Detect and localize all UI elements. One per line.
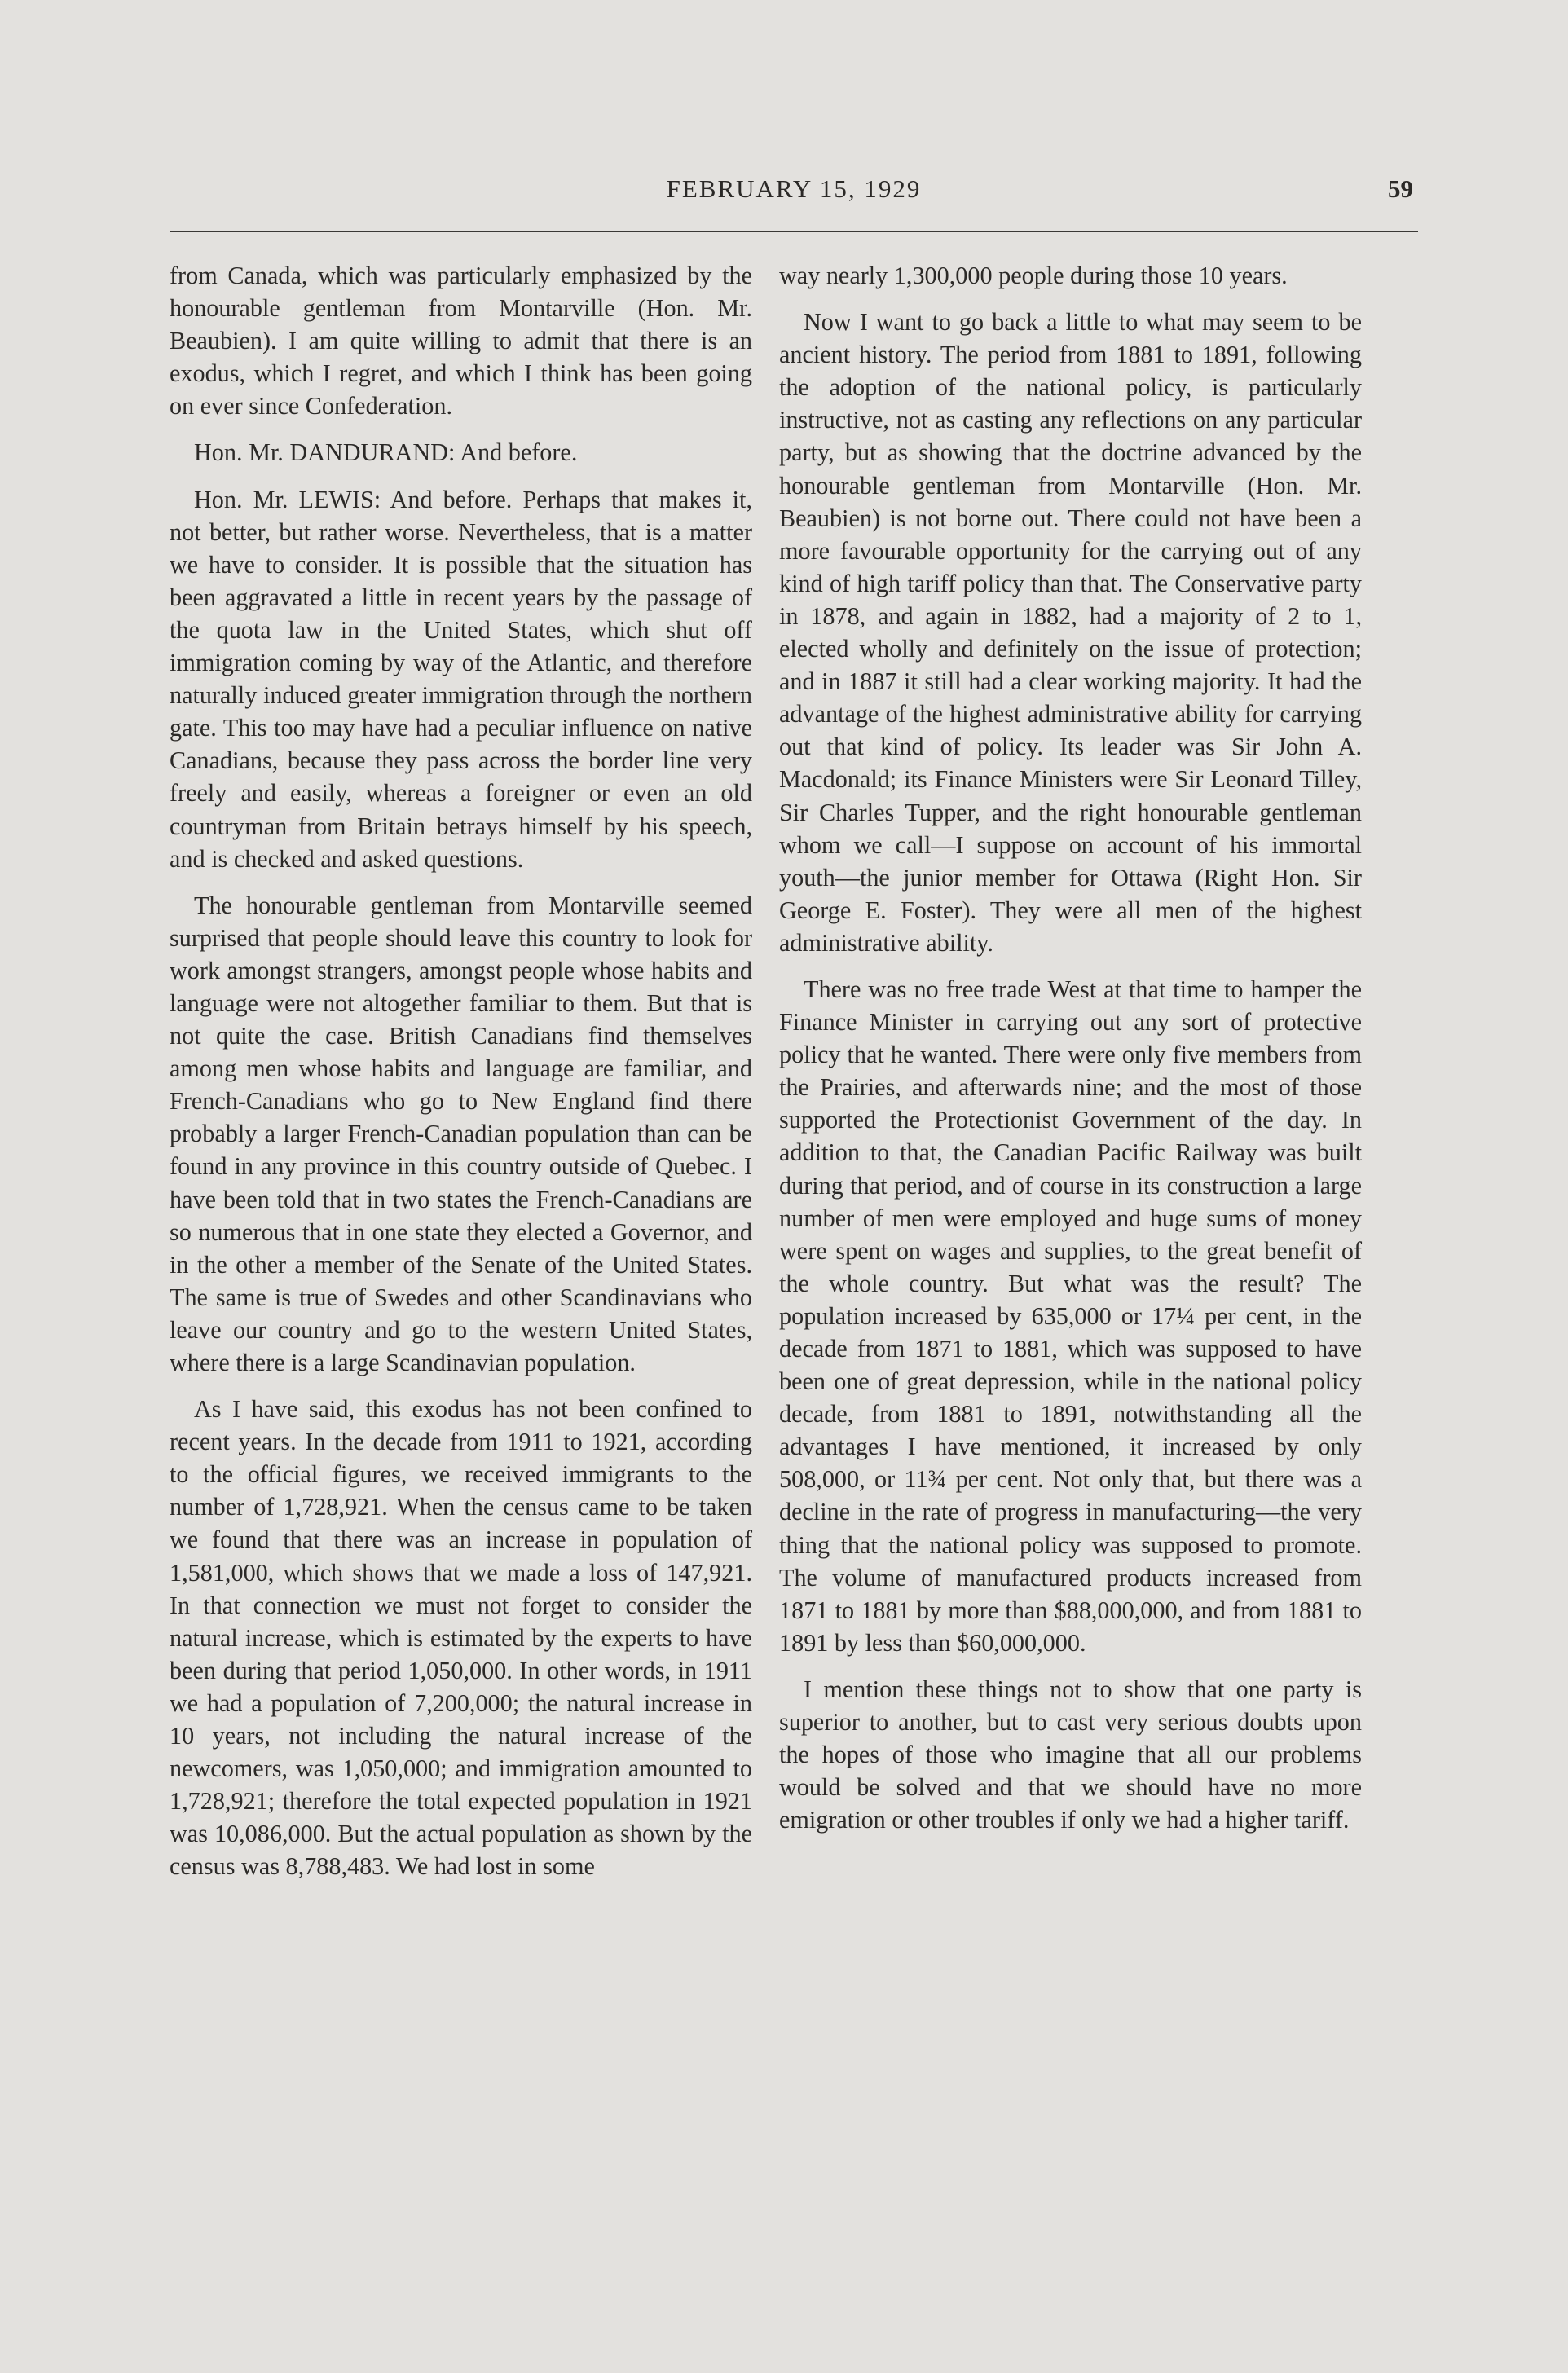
paragraph: Hon. Mr. LEWIS: And before. Perhaps that makes it, not better, but rather worse. Nevertheless, that is a matter we have to consider. It is possible that the situation has been aggravated a little in recent years by the passage of the quota law in the United States, which shut off immigration coming by way of the Atlantic, and therefore naturally induced greater immigration through the northern gate. This too may have had a peculiar influence on native Canadians, because they pass across the border line very freely and easily, whereas a foreigner or even an old countryman from Britain betrays himself by his speech, and is checked and asked questions. bbox=[170, 485, 752, 873]
paragraph: Hon. Mr. DANDURAND: And before. bbox=[194, 438, 578, 467]
paragraph: I mention these things not to show that one party is superior to another, but to cast very serious doubts upon the hopes of those who imagine that all our problems would be solved and that we should have no more emigration or other troubles if only we had a higher tariff. bbox=[779, 1675, 1362, 1834]
page-number: 59 bbox=[1388, 174, 1413, 203]
header-date: FEBRUARY 15, 1929 bbox=[666, 174, 922, 203]
left-column bbox=[170, 259, 752, 1897]
paragraph: way nearly 1,300,000 people during those 10 years. bbox=[779, 262, 1288, 289]
paragraph: As I have said, this exodus has not been confined to recent years. In the decade from 1911 to 1921, according to the official figures, we received immigrants to the number of 1,728,921. When the census came to be taken we found that there was an increase in population of 1,581,000, which shows that we made a loss of 147,921. In that connection we must not forget to consider the natural increase, which is estimated by the experts to have been during that period 1,050,000. In other words, in 1911 we had a population of 7,200,000; the natural increase in 10 years, not including the natural increase of the newcomers, was 1,050,000; and immigration amounted to 1,728,921; therefore the total expected population in 1921 was 10,086,000. But the actual population as shown by the census was 8,788,483. We had lost in some bbox=[170, 1395, 752, 1881]
page-header bbox=[170, 170, 1418, 214]
right-column bbox=[779, 259, 1362, 1850]
paragraph: Now I want to go back a little to what may seem to be ancient history. The period from 1881 to 1891, following the adoption of the national policy, is particularly instructive, not as casting any reflections on any particular party, but as showing that the doctrine advanced by the honourable gentleman from Montarville (Hon. Mr. Beaubien) is not borne out. There could not have been a more favourable opportunity for the carrying out of any kind of high tariff policy than that. The Conservative party in 1878, and again in 1882, had a majority of 2 to 1, elected wholly and definitely on the issue of protection; and in 1887 it still had a clear working majority. It had the advantage of the highest administrative ability for carrying out that kind of policy. Its leader was Sir John A. Macdonald; its Finance Ministers were Sir Leonard Tilley, Sir Charles Tupper, and the right honourable gentleman whom we call—I suppose on account of his immortal youth—the junior member for Ottawa (Right Hon. Sir George E. Foster). They were all men of the highest administrative ability. bbox=[779, 308, 1362, 957]
header-rule bbox=[170, 231, 1418, 232]
paragraph: The honourable gentleman from Montarville seemed surprised that people should leave this country to look for work amongst strangers, amongst people whose habits and language were not altogether familiar to them. But that is not quite the case. British Canadians find themselves among men whose habits and language are familiar, and French-Canadians who go to New England find there probably a larger French-Canadian population than can be found in any province in this country outside of Quebec. I have been told that in two states the French-Canadians are so numerous that in one state they elected a Governor, and in the other a member of the Senate of the United States. The same is true of Swedes and other Scandinavians who leave our country and go to the western United States, where there is a large Scandinavian population. bbox=[170, 891, 752, 1376]
paragraph: from Canada, which was particularly emphasized by the honourable gentleman from Montarville (Hon. Mr. Beaubien). I am quite willing to admit that there is an exodus, which I regret, and which I think has been going on ever since Confederation. bbox=[170, 262, 752, 420]
paragraph: There was no free trade West at that time to hamper the Finance Minister in carrying out any sort of protective policy that he wanted. There were only five members from the Prairies, and afterwards nine; and the most of those supported the Protectionist Government of the day. In addition to that, the Canadian Pacific Railway was built during that period, and of course in its construction a large number of men were employed and huge sums of money were spent on wages and supplies, to the great benefit of the whole country. But what was the result? The population increased by 635,000 or 17¼ per cent, in the decade from 1871 to 1881, which was supposed to have been one of great depression, while in the national policy decade, from 1881 to 1891, notwithstanding all the advantages I have mentioned, it increased by only 508,000, or 11¾ per cent. Not only that, but there was a decline in the rate of progress in manufacturing—the very thing that the national policy was supposed to promote. The volume of manufactured products increased from 1871 to 1881 by more than $88,000,000, and from 1881 to 1891 by less than $60,000,000. bbox=[779, 975, 1362, 1657]
